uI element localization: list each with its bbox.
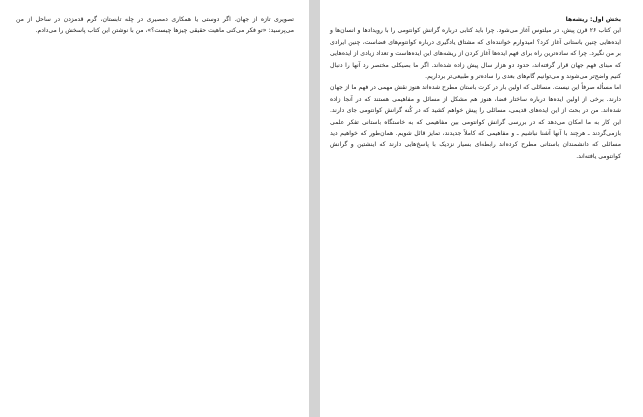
paragraph: این کتاب ۲۶ قرن پیش، در میلتوس آغاز می‌شود. چرا باید کتابی درباره گرانش کوانتومی را با رویدادها و انسان‌ها و ایده‌هایی چنین باستانی آغاز کرد؟ امیدوارم خواننده‌ای که مشتاق یادگیری درباره کوانتوم‌های فضاست، چنین ایرادی بر من نگیرد. چرا که ساده‌ترین راه برای فهم ایده‌ها آغاز کردن از ریشه‌های این ایده‌هاست و تعداد زیادی از ایده‌هایی که مبنای فهم جهان قرار گرفته‌اند، حدود دو هزار سال پیش زاده شده‌اند. اگر ما بصیکلی مختصر رد آنها را دنبال کنیم واضح‌تر می‌شوند و می‌توانیم گام‌های بعدی را ساده‌تر و طبیعی‌تر برداریم.: [330, 27, 621, 81]
right-page-text: [330, 14, 621, 162]
left-page: [0, 0, 309, 417]
left-page-text: [16, 14, 294, 37]
paragraph: تصویری تازه از جهان. اگر دوستی یا همکاری دمصیری در چله تابستان، گرم قدمزدن در ساحل از من می‌پرسید: «تو فکر می‌کنی ماهیت حقیقی چیزها چیست؟»، من با نوشتن این کتاب پاسخش را می‌دادم.: [16, 16, 294, 35]
paragraph: اما مسأله صرفاً این نیست. مسائلی که اولین بار در کرت باستان مطرح شده‌اند هنوز نقش مهمی در فهم ما از جهان دارند. برخی از اولین ایده‌ها درباره ساختار فضا، هنوز هم مشکل از مسائل و مفاهیمی هستند که در آنجا زاده شده‌اند. من در بحث از این ایده‌های قدیمی، مسائلی را پیش خواهم کشید که در کُنه گرانش کوانتومی جای دارند. این کار به ما امکان می‌دهد که در بررسی گرانش کوانتومی بین مفاهیمی که به خاستگاه باستانی تفکر علمی بازمی‌گردند ـ هرچند با آنها آشنا نباشیم ـ و مفاهیمی که کاملاً جدیدند، تمایز قائل شویم. همان‌طور که خواهیم دید مسائلی که دانشمندان باستانی مطرح کرده‌اند رابطه‌ای بسیار نزدیک با پاسخ‌هایی دارند که اینشتین و گرانش کوانتومی یافته‌اند.: [330, 84, 621, 160]
right-page: [320, 0, 643, 417]
section-heading: بخش اول: ریشه‌ها: [565, 16, 621, 23]
